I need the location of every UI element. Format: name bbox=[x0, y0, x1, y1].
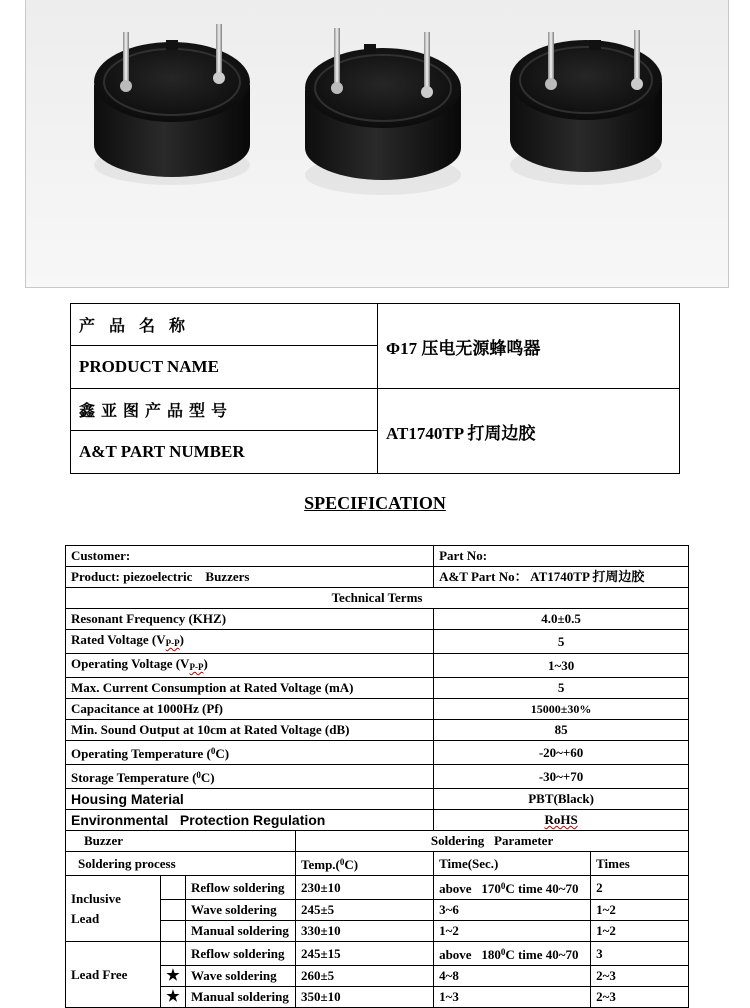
method: Wave soldering bbox=[186, 966, 296, 987]
product-name-value: Φ17 压电无源蜂鸣器 bbox=[378, 304, 680, 389]
product-name-table bbox=[70, 303, 680, 474]
time: 1~3 bbox=[434, 987, 591, 1008]
spec-value: PBT(Black) bbox=[434, 789, 689, 810]
method: Wave soldering bbox=[186, 900, 296, 921]
part-number-cn: 鑫亚图产品型号 bbox=[71, 389, 378, 431]
spec-value: 85 bbox=[434, 720, 689, 741]
customer-label: Customer: bbox=[66, 546, 434, 567]
spec-label: Resonant Frequency (KHZ) bbox=[66, 609, 434, 630]
spec-label: Rated Voltage $(V_{P-P})$ bbox=[66, 630, 434, 654]
times: 3 bbox=[591, 942, 689, 966]
buzzer-label: Buzzer bbox=[66, 831, 296, 852]
temp: 245±5 bbox=[296, 900, 434, 921]
part-no-label: Part No: bbox=[434, 546, 689, 567]
spec-label: Operating Temperature ($^0$C) bbox=[66, 741, 434, 765]
spec-label: Operating Voltage $(V_{P-P})$ bbox=[66, 654, 434, 678]
buzzer-image bbox=[26, 0, 728, 287]
spec-label: Housing Material bbox=[66, 789, 434, 810]
table-row bbox=[66, 630, 689, 654]
times: 2 bbox=[591, 876, 689, 900]
temp: 245±15 bbox=[296, 942, 434, 966]
spec-value: -30~+70 bbox=[434, 765, 689, 789]
soldering-parameter-label: Soldering Parameter bbox=[296, 831, 689, 852]
spec-value: 5 bbox=[434, 678, 689, 699]
spec-value: 1~30 bbox=[434, 654, 689, 678]
table-row bbox=[66, 789, 689, 810]
inclusive-lead-label: Inclusive Lead bbox=[66, 876, 161, 942]
product-photo bbox=[25, 0, 729, 288]
temp: 350±10 bbox=[296, 987, 434, 1008]
time: 3~6 bbox=[434, 900, 591, 921]
time: above $170^0C$ time 40~70 bbox=[434, 876, 591, 900]
product-name-en: PRODUCT NAME bbox=[71, 346, 378, 389]
times: 2~3 bbox=[591, 987, 689, 1008]
buzzer-3 bbox=[510, 30, 662, 185]
times-header: Times bbox=[591, 852, 689, 876]
product-label: Product: piezoelectric Buzzers bbox=[66, 567, 434, 588]
time: above $180^0C$ time 40~70 bbox=[434, 942, 591, 966]
method: Reflow soldering bbox=[186, 876, 296, 900]
technical-terms-header: Technical Terms bbox=[66, 588, 689, 609]
table-row bbox=[66, 720, 689, 741]
method: Reflow soldering bbox=[186, 942, 296, 966]
lead-free-label: Lead Free bbox=[66, 942, 161, 1008]
table-row bbox=[66, 765, 689, 789]
method: Manual soldering bbox=[186, 987, 296, 1008]
table-row bbox=[66, 810, 689, 831]
temp-header: Temp.($^0$C) bbox=[296, 852, 434, 876]
spec-label: Storage Temperature ($^0$C) bbox=[66, 765, 434, 789]
star-icon: ★ bbox=[161, 966, 186, 987]
times: 2~3 bbox=[591, 966, 689, 987]
spec-value: -20~+60 bbox=[434, 741, 689, 765]
spec-label: Environmental Protection Regulation bbox=[66, 810, 434, 831]
table-row bbox=[66, 609, 689, 630]
table-row bbox=[66, 678, 689, 699]
spec-label: Capacitance at 1000Hz (Pf) bbox=[66, 699, 434, 720]
method: Manual soldering bbox=[186, 921, 296, 942]
spec-label: Max. Current Consumption at Rated Voltage (mA) bbox=[66, 678, 434, 699]
spec-label: Min. Sound Output at 10cm at Rated Voltage (dB) bbox=[66, 720, 434, 741]
table-row bbox=[66, 876, 689, 900]
temp: 260±5 bbox=[296, 966, 434, 987]
at-part-no: A&T Part No： AT1740TP 打周边胶 bbox=[434, 567, 689, 588]
time: 4~8 bbox=[434, 966, 591, 987]
star-icon: ★ bbox=[161, 987, 186, 1008]
times: 1~2 bbox=[591, 921, 689, 942]
table-row bbox=[66, 741, 689, 765]
table-row bbox=[66, 654, 689, 678]
temp: 330±10 bbox=[296, 921, 434, 942]
temp: 230±10 bbox=[296, 876, 434, 900]
table-row bbox=[66, 942, 689, 966]
times: 1~2 bbox=[591, 900, 689, 921]
specification-table bbox=[65, 545, 689, 1008]
time-header: Time(Sec.) bbox=[434, 852, 591, 876]
specification-title: SPECIFICATION bbox=[304, 493, 446, 513]
table-row bbox=[66, 699, 689, 720]
part-number-en: A&T PART NUMBER bbox=[71, 431, 378, 474]
product-name-cn: 产品名称 bbox=[71, 304, 378, 346]
time: 1~2 bbox=[434, 921, 591, 942]
soldering-process-label: Soldering process bbox=[66, 852, 296, 876]
spec-value: 15000±30% bbox=[434, 699, 689, 720]
part-number-value: AT1740TP 打周边胶 bbox=[378, 389, 680, 474]
spec-value: 4.0±0.5 bbox=[434, 609, 689, 630]
spec-value: 5 bbox=[434, 630, 689, 654]
spec-value: RoHS bbox=[434, 810, 689, 831]
